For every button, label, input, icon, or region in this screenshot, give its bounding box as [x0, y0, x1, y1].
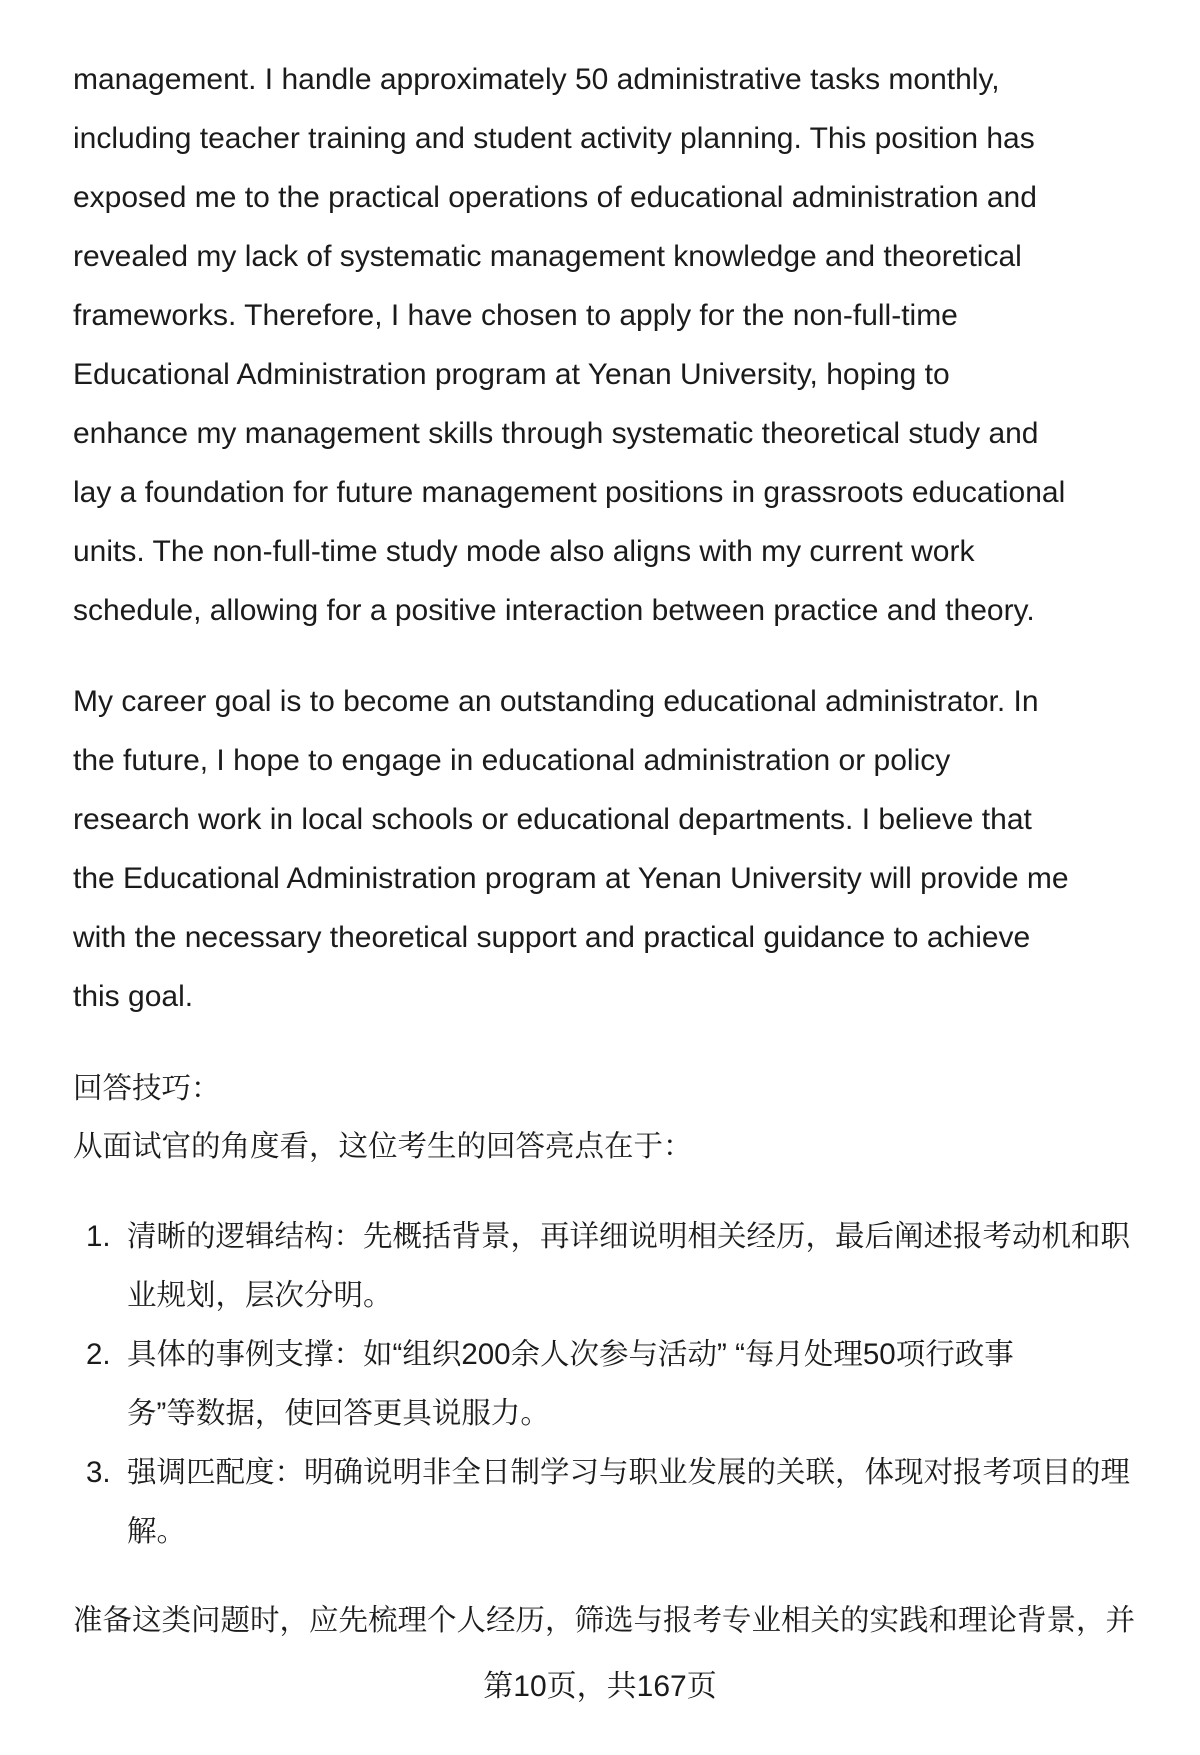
- text-line: revealed my lack of systematic management knowledge and theoretical: [73, 240, 1022, 273]
- text-line: My career goal is to become an outstanding educational administrator. In: [73, 685, 1039, 718]
- list-number: 3.: [86, 1456, 111, 1489]
- paragraph-career-goal: [73, 672, 1173, 1026]
- text-line: 务”等数据，使回答更具说服力。: [127, 1397, 550, 1430]
- text-line: the Educational Administration program at Yenan University will provide me: [73, 862, 1069, 895]
- text-line: with the necessary theoretical support and practical guidance to achieve: [73, 921, 1031, 954]
- text-line: 业规划，层次分明。: [127, 1279, 393, 1312]
- document-page: [73, 50, 1173, 1650]
- list-item: [73, 1207, 1173, 1325]
- text-line: research work in local schools or educational departments. I believe that: [73, 803, 1032, 836]
- answer-tips-section: [73, 1060, 1173, 1176]
- list-item-text: [127, 1207, 1173, 1325]
- page-number-footer: 第10页，共167页: [483, 1670, 717, 1703]
- text-line: Educational Administration program at Yenan University, hoping to: [73, 358, 950, 391]
- text-line: lay a foundation for future management positions in grassroots educational: [73, 476, 1066, 509]
- text-line: units. The non-full-time study mode also aligns with my current work: [73, 535, 975, 568]
- text-line: schedule, allowing for a positive interaction between practice and theory.: [73, 594, 1035, 627]
- tips-heading: 回答技巧：: [73, 1072, 221, 1105]
- list-number: 2.: [86, 1338, 111, 1371]
- list-item: [73, 1325, 1173, 1443]
- paragraph-work-experience: [73, 50, 1173, 640]
- text-line: enhance my management skills through systematic theoretical study and: [73, 417, 1039, 450]
- text-line: 解。: [127, 1515, 187, 1548]
- text-line: including teacher training and student activity planning. This position has: [73, 122, 1035, 155]
- text-line: 准备这类问题时，应先梳理个人经历，筛选与报考专业相关的实践和理论背景，并: [73, 1604, 1136, 1637]
- text-line: 强调匹配度：明确说明非全日制学习与职业发展的关联，体现对报考项目的理: [127, 1456, 1131, 1489]
- list-item: [73, 1443, 1173, 1561]
- text-line: 清晰的逻辑结构：先概括背景，再详细说明相关经历，最后阐述报考动机和职: [127, 1220, 1131, 1253]
- closing-paragraph: [73, 1591, 1173, 1650]
- list-item-text: [127, 1443, 1173, 1561]
- text-line: this goal.: [73, 980, 194, 1013]
- text-line: management. I handle approximately 50 administrative tasks monthly,: [73, 63, 1000, 96]
- text-line: frameworks. Therefore, I have chosen to apply for the non-full-time: [73, 299, 958, 332]
- text-line: 具体的事例支撑：如“组织200余人次参与活动” “每月处理50项行政事: [127, 1338, 1014, 1371]
- tips-intro: 从面试官的角度看，这位考生的回答亮点在于：: [73, 1130, 693, 1163]
- list-item-text: [127, 1325, 1173, 1443]
- highlights-list: [73, 1207, 1173, 1561]
- text-line: the future, I hope to engage in educational administration or policy: [73, 744, 951, 777]
- text-line: exposed me to the practical operations of educational administration and: [73, 181, 1037, 214]
- list-number: 1.: [86, 1220, 111, 1253]
